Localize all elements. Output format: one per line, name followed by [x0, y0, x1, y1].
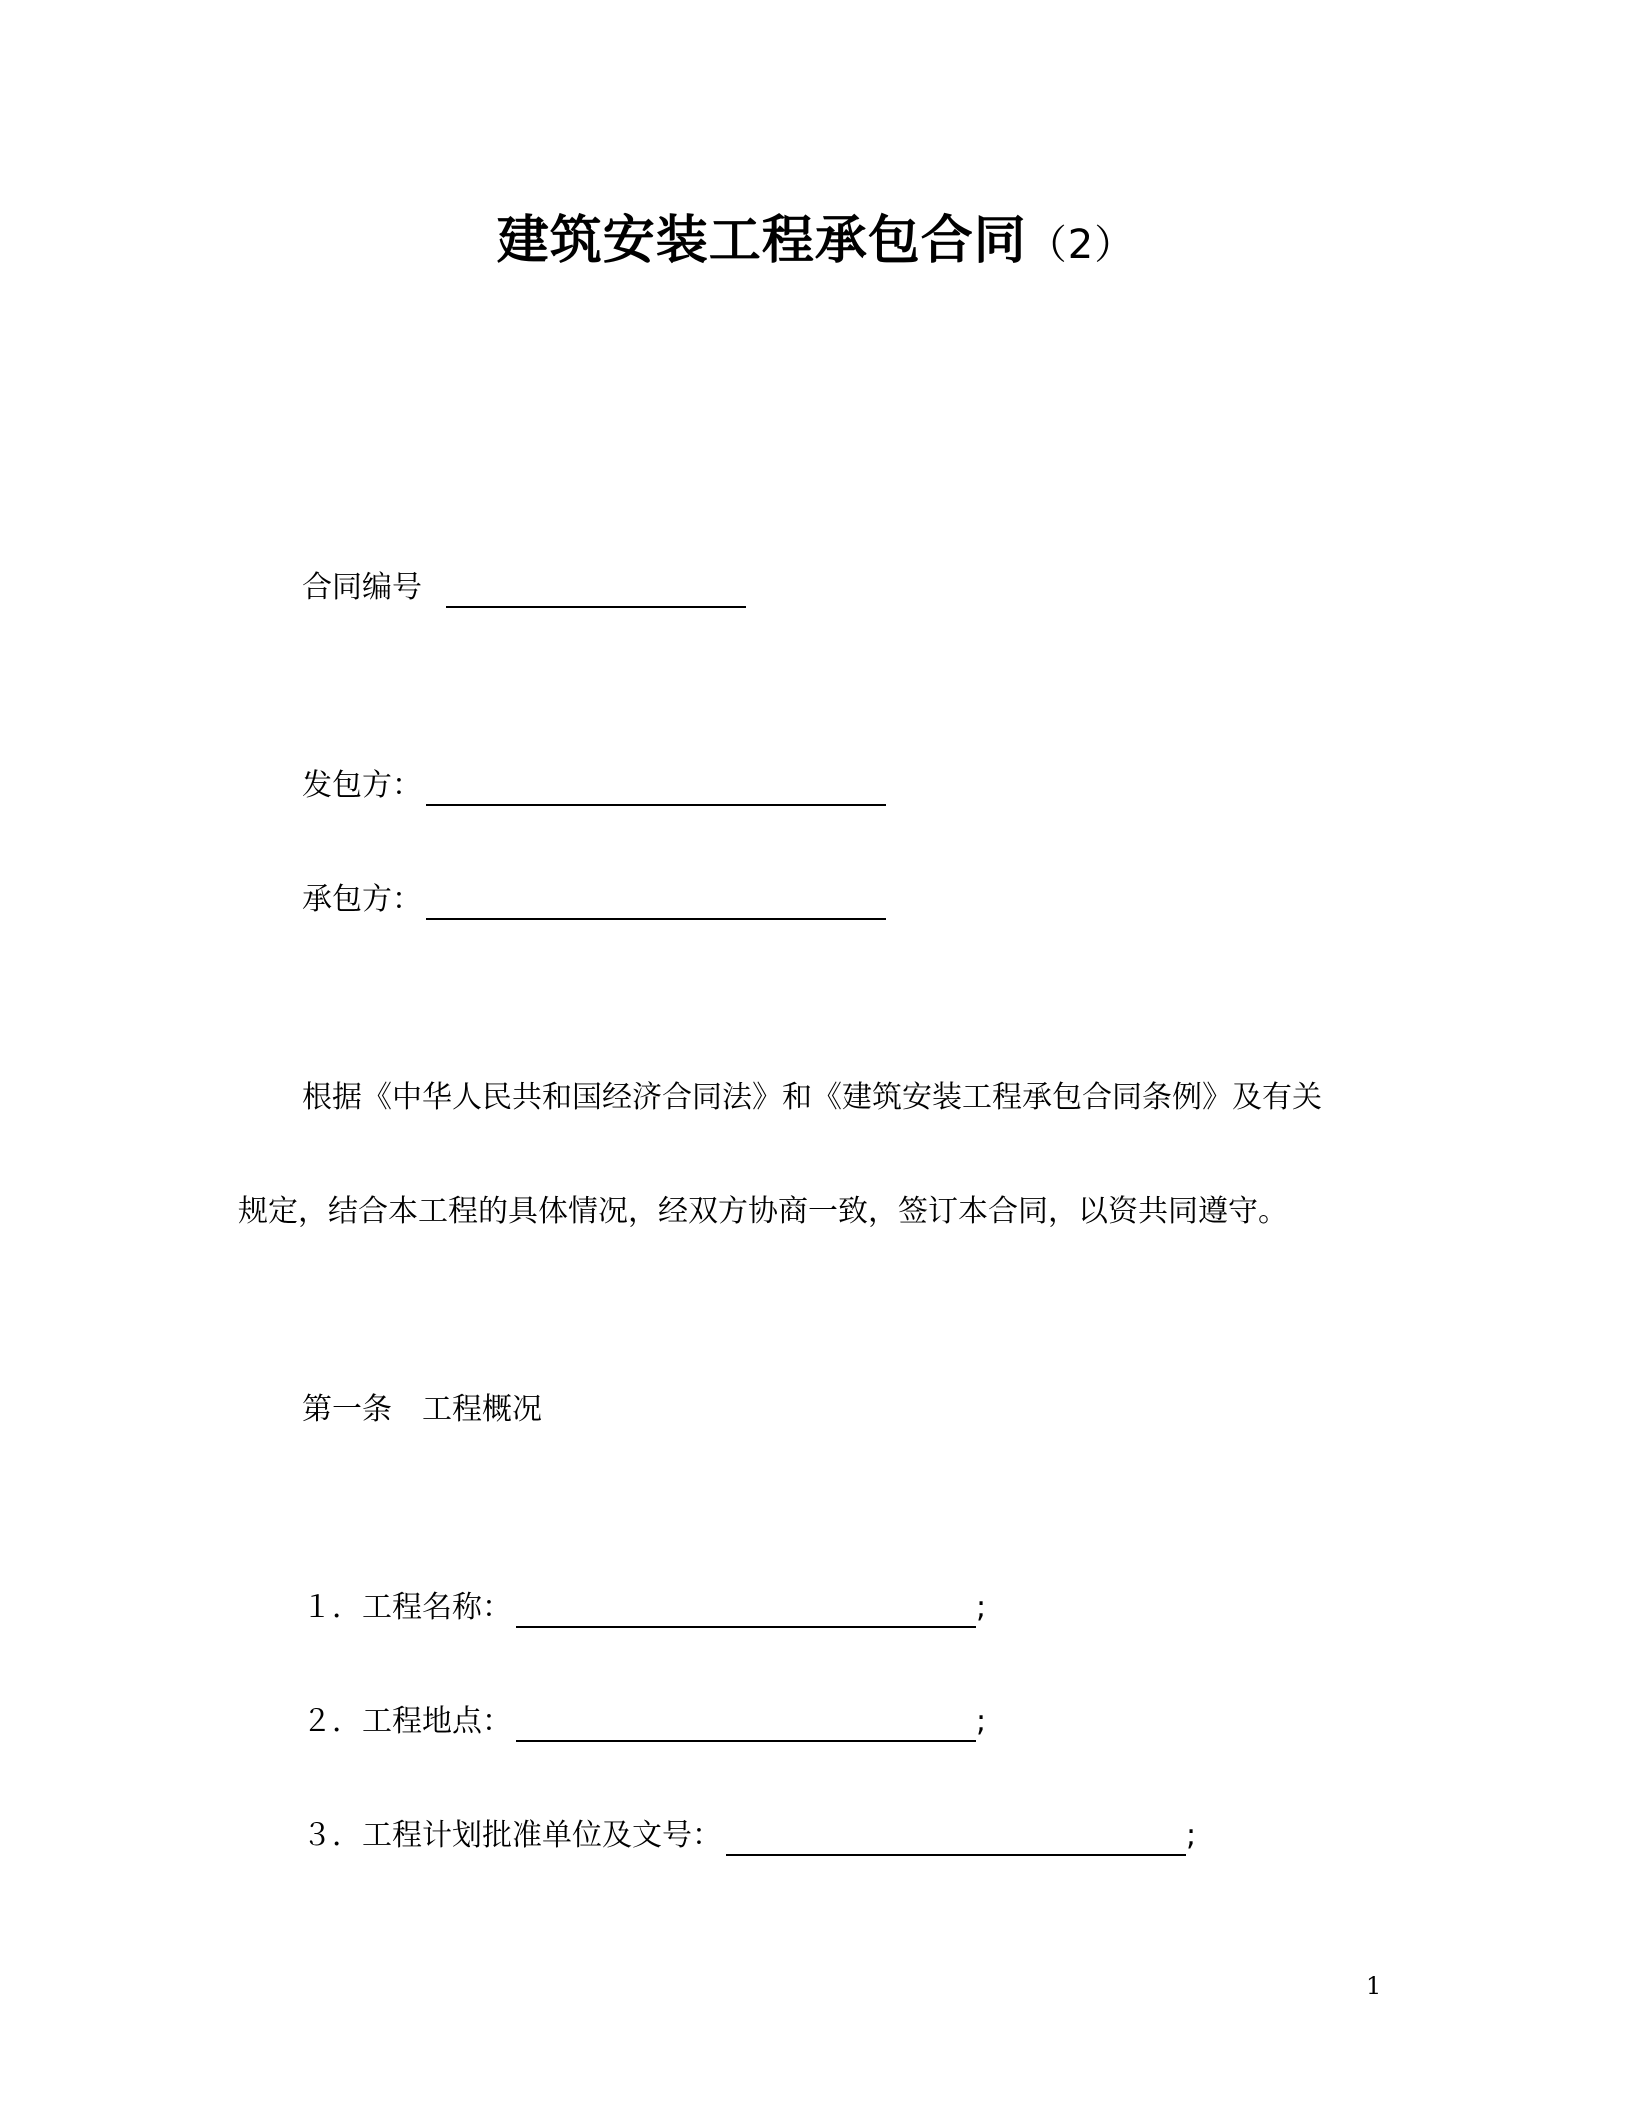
page-number: 1	[1366, 1972, 1382, 2000]
item-2-label: ２．工程地点：	[302, 1704, 512, 1739]
contractor-row	[302, 880, 886, 920]
article-1-item-2	[302, 1702, 986, 1742]
article-1-heading: 第一条 工程概况	[302, 1392, 542, 1427]
title-main: 建筑安装工程承包合同	[496, 211, 1027, 271]
item-3-end: ;	[1186, 1818, 1197, 1853]
item-1-end: ;	[976, 1590, 987, 1625]
item-1-label: １．工程名称：	[302, 1590, 512, 1625]
contractor-label: 承包方：	[302, 882, 422, 917]
preamble-line-2: 规定，结合本工程的具体情况，经双方协商一致，签订本合同，以资共同遵守。	[238, 1194, 1288, 1229]
item-2-end: ;	[976, 1704, 987, 1739]
item-1-blank	[516, 1592, 976, 1628]
item-3-label: ３．工程计划批准单位及文号：	[302, 1818, 722, 1853]
contract-number-label: 合同编号	[302, 570, 422, 605]
contract-number-row	[302, 568, 746, 608]
item-2-blank	[516, 1706, 976, 1742]
employer-blank	[426, 770, 886, 806]
employer-label: 发包方：	[302, 768, 422, 803]
preamble-line-1: 根据《中华人民共和国经济合同法》和《建筑安装工程承包合同条例》及有关	[302, 1080, 1322, 1115]
title-suffix: （2）	[1026, 222, 1136, 268]
employer-row	[302, 766, 886, 806]
item-3-blank	[726, 1820, 1186, 1856]
document-title	[0, 198, 1632, 273]
contract-number-blank	[446, 572, 746, 608]
article-1-item-3	[302, 1816, 1196, 1856]
article-1-item-1	[302, 1588, 986, 1628]
contractor-blank	[426, 884, 886, 920]
